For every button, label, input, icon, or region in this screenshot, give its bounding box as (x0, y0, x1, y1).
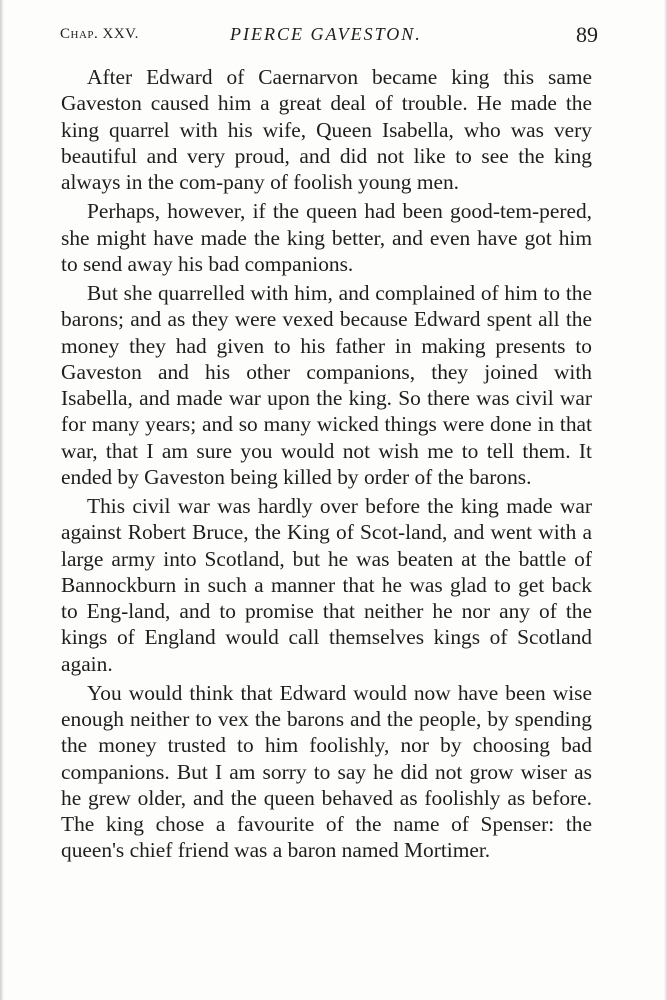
paragraph: But she quarrelled with him, and complained of him to the barons; and as they were vexed because Edward spent all the money they had given to his father in making presents to Gaveston and his other companions, they joined with Isabella, and made war upon the king. So there was civil war for many years; and so many wicked things were done in that war, that I am sure you would not wish me to tell them. It ended by Gaveston being killed by order of the barons. (61, 281, 592, 489)
body-text (61, 64, 592, 867)
page-number: 89 (576, 22, 598, 47)
paragraph: After Edward of Caernarvon became king this same Gaveston caused him a great deal of trouble. He made the king quarrel with his wife, Queen Isabella, who was very beautiful and very proud, and did not like to see the king always in the com-pany of foolish young men. (61, 65, 592, 194)
running-title: PIERCE GAVESTON. (230, 24, 422, 44)
chapter-label: Chap. XXV. (60, 26, 139, 42)
paragraph: Perhaps, however, if the queen had been good-tem-pered, she might have made the king better, and even have got him to send away his bad companions. (61, 199, 592, 276)
paragraph: You would think that Edward would now have been wise enough neither to vex the barons and the people, by spending the money trusted to him foolishly, nor by choosing bad companions. But I am sorry to say he did not grow wiser as he grew older, and the queen behaved as foolishly as before. The king chose a favourite of the name of Spenser: the queen's chief friend was a baron named Mortimer. (61, 680, 592, 863)
paragraph: This civil war was hardly over before the king made war against Robert Bruce, the King of Scot-land, and went with a large army into Scotland, but he was beaten at the battle of Bannockburn in such a manner that he was glad to get back to Eng-land, and to promise that neither he nor any of the kings of England would call themselves kings of Scotland again. (61, 494, 592, 676)
page-edge-shadow (0, 0, 4, 1000)
running-header (60, 22, 600, 52)
